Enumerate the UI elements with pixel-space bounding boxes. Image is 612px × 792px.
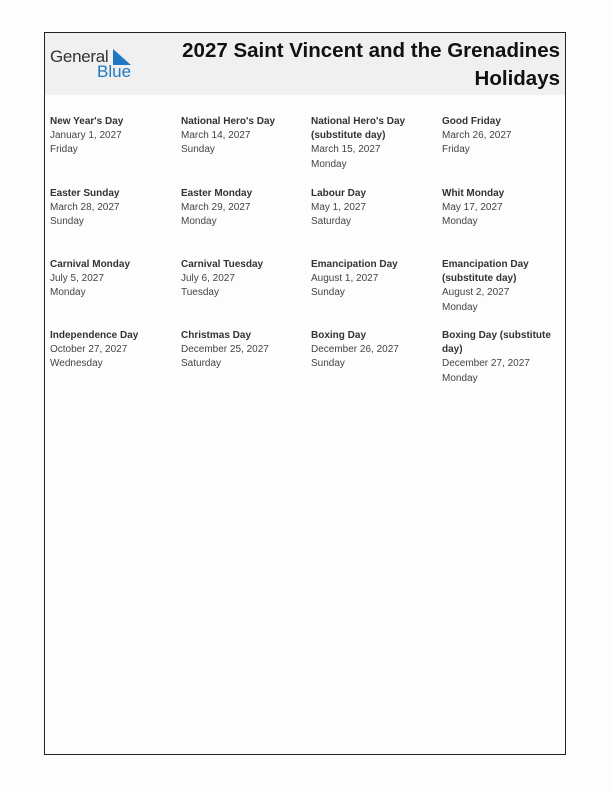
holiday-date: July 5, 2027 (50, 273, 104, 285)
holiday-item (442, 258, 568, 315)
holiday-weekday: Friday (442, 144, 470, 156)
holiday-item (442, 187, 568, 230)
holiday-weekday: Monday (311, 158, 347, 170)
holiday-name: Carnival Monday (50, 259, 131, 270)
holiday-weekday: Sunday (311, 287, 345, 299)
holiday-weekday: Monday (50, 287, 86, 299)
page-title: 2027 Saint Vincent and the Grenadines Holidays (182, 39, 560, 90)
holiday-weekday: Sunday (311, 358, 345, 370)
holiday-name: Easter Monday (181, 188, 253, 199)
holiday-date: March 29, 2027 (181, 202, 251, 214)
holiday-weekday: Saturday (181, 358, 222, 370)
holiday-item (50, 258, 176, 301)
holiday-item (181, 258, 307, 301)
holiday-date: May 17, 2027 (442, 202, 503, 214)
holiday-item (50, 187, 176, 230)
holiday-item (311, 258, 437, 301)
holiday-date: August 2, 2027 (442, 287, 510, 299)
holiday-date: December 25, 2027 (181, 344, 269, 356)
holiday-item (311, 187, 437, 230)
holiday-date: December 26, 2027 (311, 344, 399, 356)
holiday-weekday: Friday (50, 144, 78, 156)
holiday-item (311, 115, 437, 172)
holiday-date: December 27, 2027 (442, 358, 530, 370)
holiday-name: National Hero's Day (181, 116, 276, 127)
holiday-date: May 1, 2027 (311, 202, 367, 214)
page-frame (44, 32, 566, 755)
holiday-date: July 6, 2027 (181, 273, 235, 285)
holiday-date: March 15, 2027 (311, 144, 381, 156)
holiday-item (442, 329, 568, 386)
holiday-date: August 1, 2027 (311, 273, 379, 285)
holiday-name: Boxing Day (substitute day) (442, 330, 551, 356)
holiday-name: Emancipation Day (substitute day) (442, 259, 529, 285)
holiday-weekday: Monday (442, 216, 478, 228)
holiday-weekday: Monday (442, 372, 478, 384)
holiday-name: Emancipation Day (311, 259, 398, 270)
holiday-weekday: Sunday (181, 144, 215, 156)
logo-word-general: General (50, 47, 109, 66)
holiday-item (181, 329, 307, 372)
holiday-name: Easter Sunday (50, 188, 120, 199)
holiday-item (50, 329, 176, 372)
holiday-item (442, 115, 568, 158)
holiday-date: March 14, 2027 (181, 130, 251, 142)
holiday-weekday: Monday (181, 216, 217, 228)
holiday-weekday: Monday (442, 301, 478, 313)
holiday-item (311, 329, 437, 372)
logo-word-blue: Blue (97, 62, 132, 81)
holiday-weekday: Tuesday (181, 287, 219, 299)
holiday-item (181, 187, 307, 230)
holiday-item (50, 115, 176, 158)
holiday-name: Labour Day (311, 188, 367, 199)
holiday-weekday: Sunday (50, 216, 84, 228)
holiday-name: Independence Day (50, 330, 139, 341)
holiday-weekday: Saturday (311, 216, 352, 228)
holiday-date: March 28, 2027 (50, 202, 120, 214)
holiday-name: Christmas Day (181, 330, 252, 341)
holiday-name: Carnival Tuesday (181, 259, 264, 270)
holiday-date: January 1, 2027 (50, 130, 122, 142)
holiday-date: March 26, 2027 (442, 130, 512, 142)
holiday-name: Whit Monday (442, 188, 505, 199)
header (45, 33, 565, 95)
holiday-weekday: Wednesday (50, 358, 103, 370)
holiday-name: Good Friday (442, 116, 501, 127)
holiday-name: New Year's Day (50, 116, 124, 127)
holiday-date: October 27, 2027 (50, 344, 128, 356)
holiday-name: National Hero's Day (substitute day) (311, 116, 406, 142)
holiday-name: Boxing Day (311, 330, 367, 341)
holiday-item (181, 115, 307, 158)
